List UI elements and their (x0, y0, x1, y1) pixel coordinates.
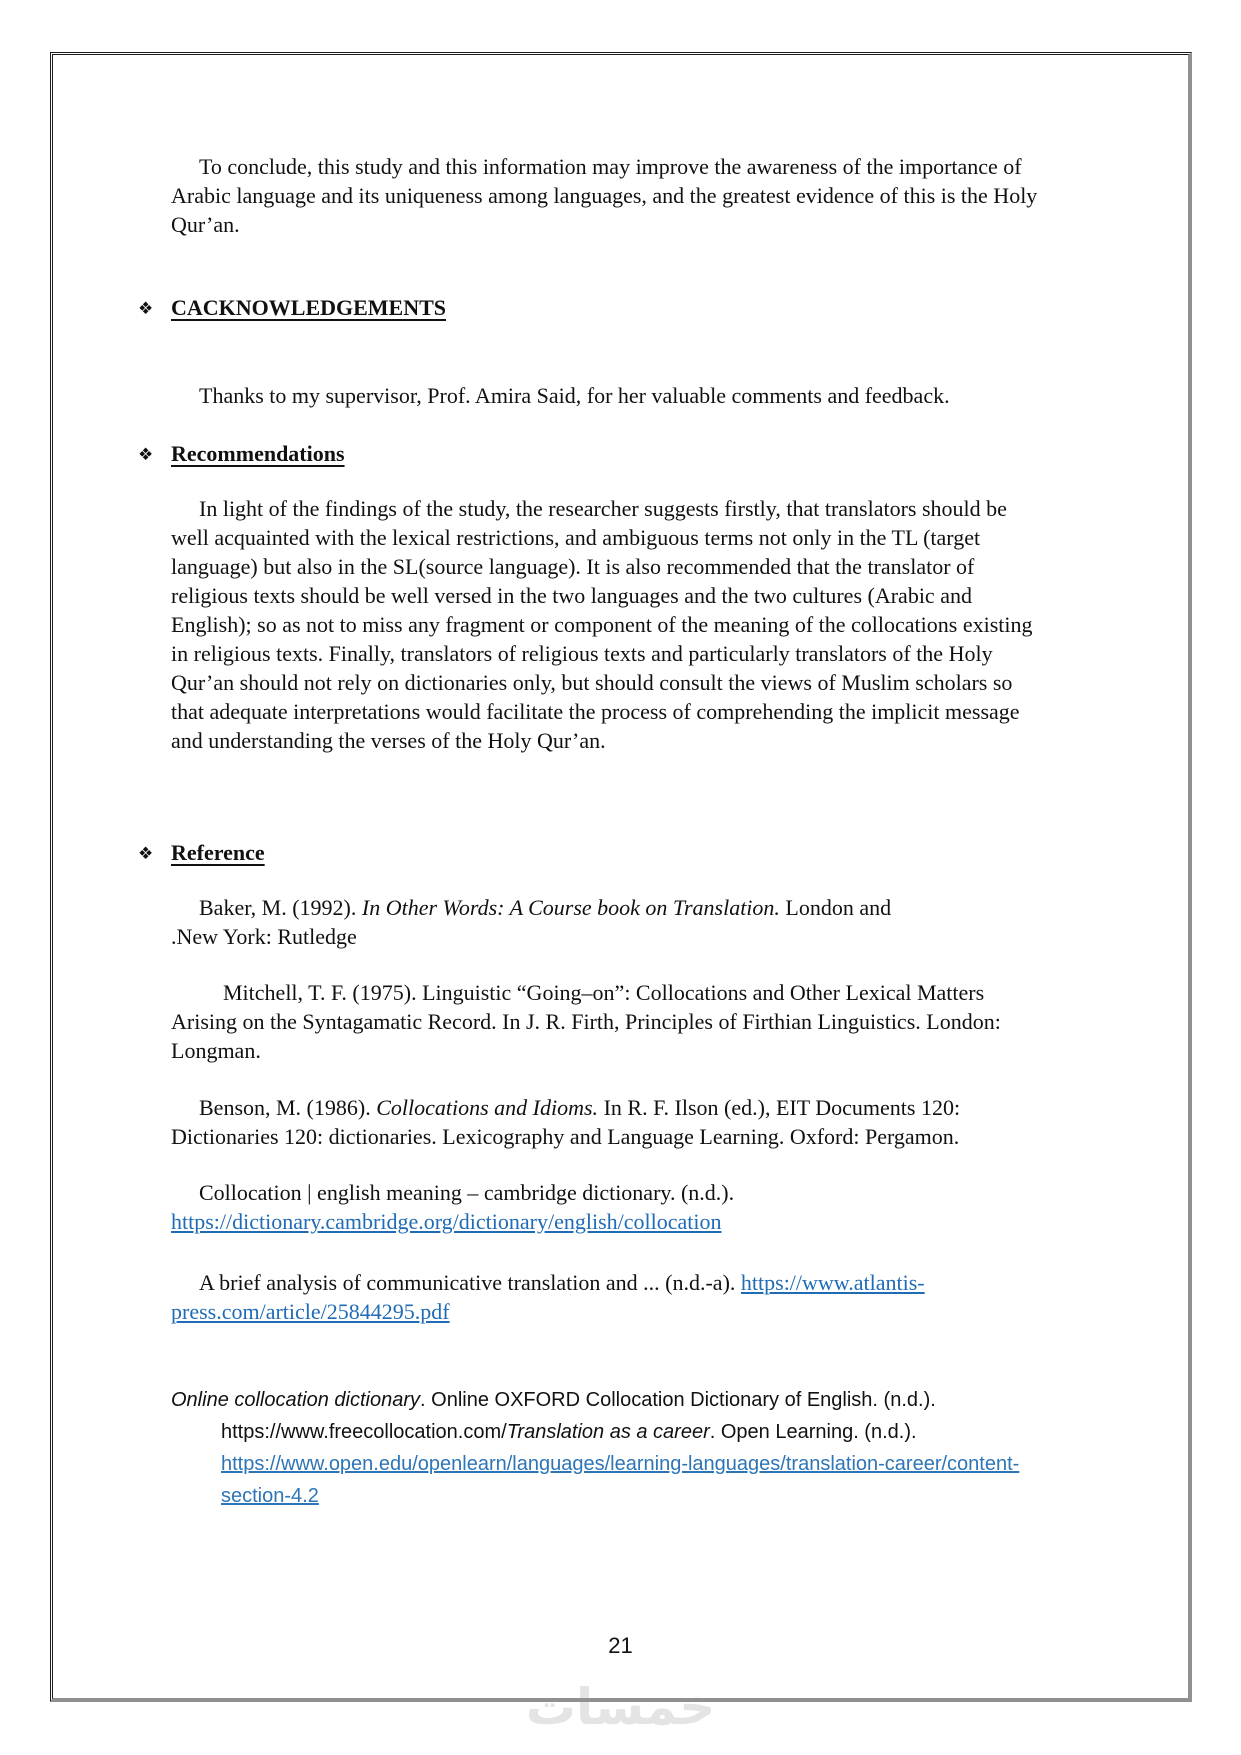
heading-acknowledgements-text: CACKNOWLEDGEMENTS (171, 295, 447, 320)
citation-url-plain: https://www.freecollocation.com/ (221, 1421, 507, 1443)
citation-text: Baker, M. (1992). (199, 895, 362, 920)
acknowledgements-paragraph: Thanks to my supervisor, Prof. Amira Said, for her valuable comments and feedback. (199, 383, 950, 408)
reference-entry-cambridge (171, 1178, 1043, 1236)
reference-entry-baker (171, 893, 1043, 951)
citation-text: .New York: Rutledge (171, 924, 357, 949)
citation-book-title: Collocations and Idioms. (376, 1095, 599, 1120)
citation-text: . Open Learning. (n.d.). (709, 1421, 917, 1443)
citation-book-title: Online collocation dictionary (171, 1389, 421, 1411)
reference-entry-atlantis (171, 1268, 1043, 1326)
citation-book-title: Translation as a career (506, 1421, 710, 1443)
diamond-bullet-icon: ❖ (138, 445, 154, 464)
citation-text: Collocation | english meaning – cambridge dictionary. (n.d.). (199, 1180, 735, 1205)
atlantis-press-link[interactable]: https://www.atlantis-press.com/article/25844295.pdf (171, 1270, 925, 1324)
citation-book-title: In Other Words: A Course book on Translation. (361, 895, 780, 920)
heading-reference-text: Reference (171, 840, 265, 865)
watermark-khamsat: خمسات (525, 1678, 716, 1736)
heading-recommendations-text: Recommendations (171, 441, 345, 466)
page-content (53, 55, 1188, 1658)
heading-recommendations (138, 439, 1043, 468)
page-number: 21 (608, 1633, 633, 1658)
heading-reference (138, 838, 1043, 867)
diamond-bullet-icon: ❖ (138, 299, 154, 318)
citation-text: A brief analysis of communicative translation and ... (n.d.-a). (199, 1270, 741, 1295)
cambridge-dictionary-link[interactable]: https://dictionary.cambridge.org/dictionary/english/collocation (171, 1209, 722, 1234)
conclusion-paragraph: To conclude, this study and this information may improve the awareness of the importance of Arabic language and its uniqueness among languages, and the greatest evidence of this is the Holy Qur’an. (171, 154, 1038, 237)
reference-entry-benson (171, 1093, 1043, 1151)
diamond-bullet-icon: ❖ (138, 844, 154, 863)
reference-entry-online-dictionary (171, 1384, 1043, 1512)
open-edu-link[interactable]: https://www.open.edu/openlearn/languages/learning-languages/translation-career/content-section-4.2 (221, 1453, 1020, 1507)
citation-text: London and (779, 895, 892, 920)
heading-acknowledgements (138, 293, 1043, 322)
citation-text: Benson, M. (1986). (199, 1095, 377, 1120)
reference-entry-mitchell: Mitchell, T. F. (1975). Linguistic “Going–on”: Collocations and Other Lexical Matters Arising on the Syntagamatic Record. In J. R. Firth, Principles of Firthian Linguistics. London: Longman. (171, 980, 1001, 1063)
page-border-frame (50, 52, 1192, 1702)
citation-text: . Online OXFORD Collocation Dictionary of English. (n.d.). (420, 1389, 936, 1411)
recommendations-paragraph: In light of the findings of the study, the researcher suggests firstly, that translators should be well acquainted with the lexical restrictions, and ambiguous terms not only in the TL (target language) but also in the SL(source language). It is also recommended that the translator of religious texts should be well versed in the two languages and the two cultures (Arabic and English); so as not to miss any fragment or component of the meaning of the collocations existing in religious texts. Finally, translators of religious texts and particularly translators of the Holy Qur’an should not rely on dictionaries only, but should consult the views of Muslim scholars so that adequate interpretations would facilitate the process of comprehending the implicit message and understanding the verses of the Holy Qur’an. (171, 496, 1033, 753)
citation-text: In R. F. Ilson (ed.), EIT Documents 120: Dictionaries 120: dictionaries. Lexicography and Language Learning. Oxford: Pergamon. (171, 1095, 961, 1149)
